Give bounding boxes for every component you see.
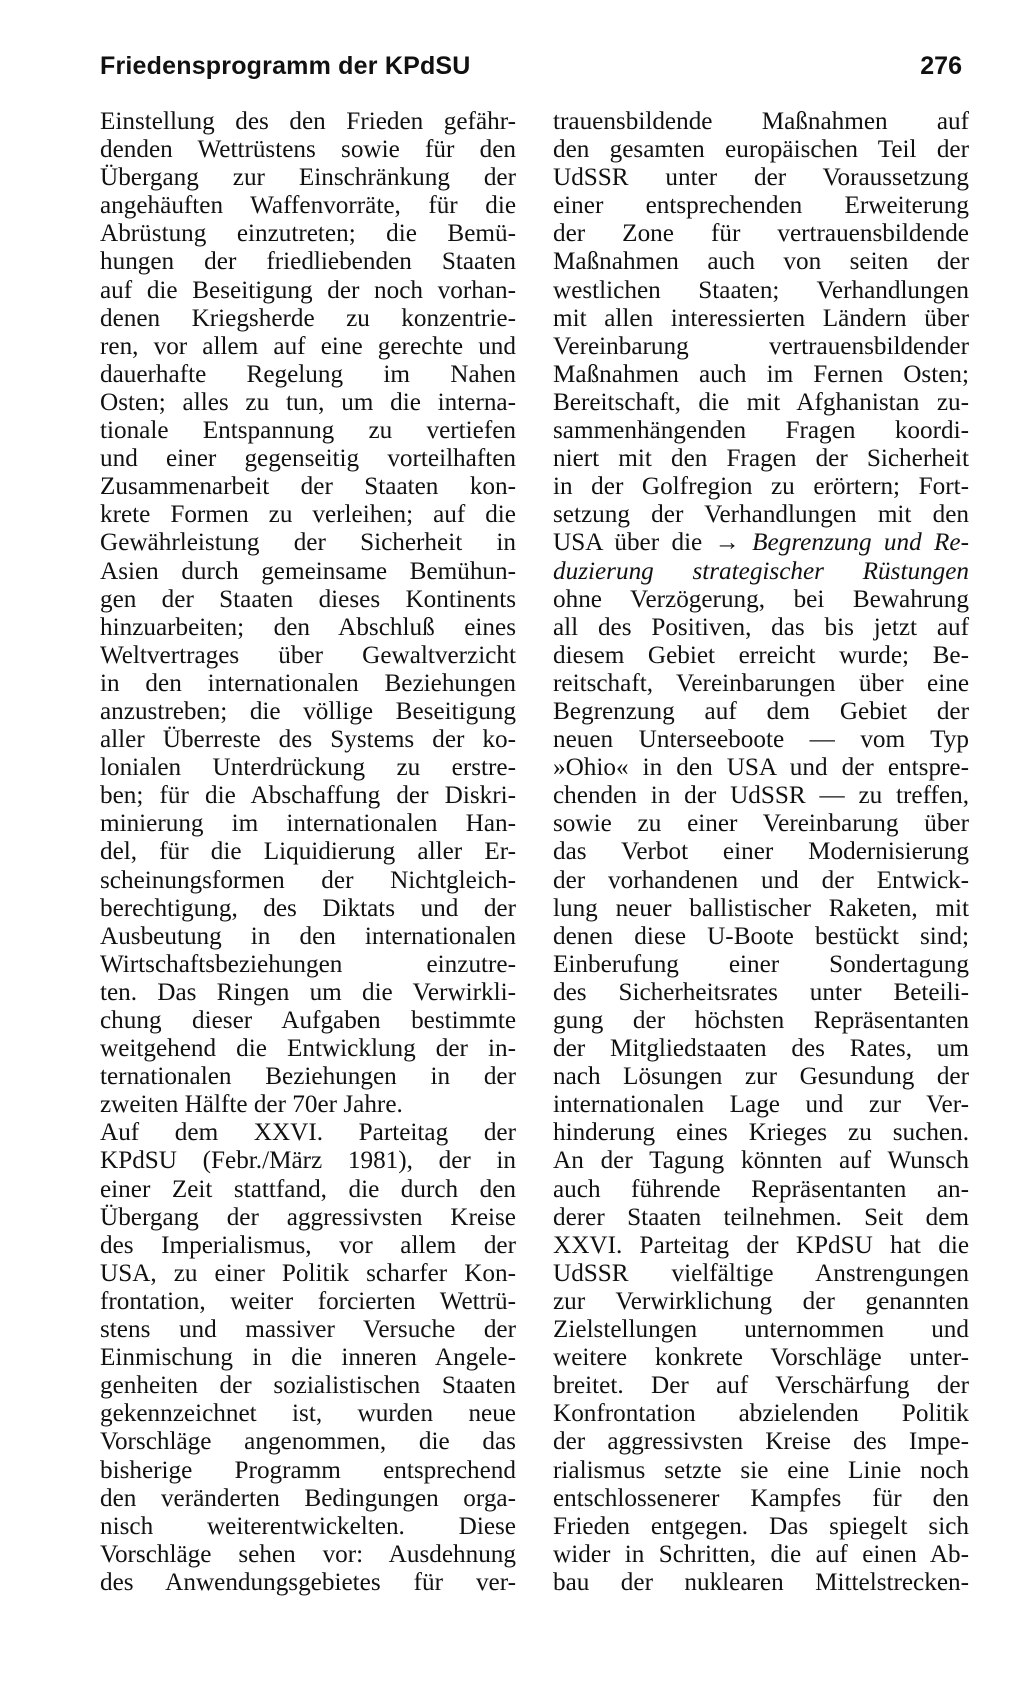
text-line: des Sicherheitsrates unter Beteili-: [553, 978, 969, 1006]
text-line: entschlossenerer Kampfes für den: [553, 1484, 969, 1512]
text-line: auch führende Repräsentanten an-: [553, 1175, 969, 1203]
text-line: bau der nuklearen Mittelstrecken-: [553, 1568, 969, 1596]
text-line: breitet. Der auf Verschärfung der: [553, 1372, 969, 1400]
text-line: ben; für die Abschaffung der Diskri-: [100, 782, 516, 810]
text-line: [553, 558, 969, 586]
text-line: berechtigung, des Diktats und der: [100, 894, 516, 922]
text-line: lonialen Unterdrückung zu erstre-: [100, 754, 516, 782]
text-line: Wirtschaftsbeziehungen einzutre-: [100, 950, 516, 978]
text-line: der aggressivsten Kreise des Impe-: [553, 1428, 969, 1456]
text-line: all des Positiven, das bis jetzt auf: [553, 613, 969, 641]
text-line: setzung der Verhandlungen mit den: [553, 501, 969, 529]
text-line: chenden in der UdSSR — zu treffen,: [553, 782, 969, 810]
text-line: Abrüstung einzutreten; die Bemü-: [100, 220, 516, 248]
text-line: den gesamten europäischen Teil der: [553, 136, 969, 164]
text-line: Asien durch gemeinsame Bemühun-: [100, 557, 516, 585]
text-line: tionale Entspannung zu vertiefen: [100, 417, 516, 445]
text-line: Übergang der aggressivsten Kreise: [100, 1203, 516, 1231]
text-line: auf die Beseitigung der noch vorhan-: [100, 276, 516, 304]
text-line: gekennzeichnet ist, wurden neue: [100, 1400, 516, 1428]
text-line: denen diese U-Boote bestückt sind;: [553, 922, 969, 950]
text-line: sowie zu einer Vereinbarung über: [553, 810, 969, 838]
text-line: den veränderten Bedingungen orga-: [100, 1484, 516, 1512]
text-line: der Zone für vertrauensbildende: [553, 220, 969, 248]
text-line: denen Kriegsherde zu konzentrie-: [100, 304, 516, 332]
text-line: sammenhängenden Fragen koordi-: [553, 417, 969, 445]
text-line: der vorhandenen und der Entwick-: [553, 866, 969, 894]
text-line: stens und massiver Versuche der: [100, 1316, 516, 1344]
text-line: KPdSU (Febr./März 1981), der in: [100, 1147, 516, 1175]
right-text-column: [553, 108, 969, 1597]
text-line: UdSSR unter der Voraussetzung: [553, 164, 969, 192]
text-line: hungen der friedliebenden Staaten: [100, 248, 516, 276]
text-run: USA über die: [553, 529, 715, 557]
text-line: Vorschläge sehen vor: Ausdehnung: [100, 1540, 516, 1568]
text-line: Vorschläge angenommen, die das: [100, 1428, 516, 1456]
text-line: Maßnahmen auch im Fernen Osten;: [553, 360, 969, 388]
text-line: Frieden entgegen. Das spiegelt sich: [553, 1512, 969, 1540]
text-line: zur Verwirklichung der genannten: [553, 1287, 969, 1315]
text-line: der Mitgliedstaaten des Rates, um: [553, 1035, 969, 1063]
text-line: reitschaft, Vereinbarungen über eine: [553, 669, 969, 697]
page-header: [100, 52, 962, 88]
text-line: das Verbot einer Modernisierung: [553, 838, 969, 866]
text-line: internationalen Lage und zur Ver-: [553, 1091, 969, 1119]
text-line: dauerhafte Regelung im Nahen: [100, 360, 516, 388]
text-line: derer Staaten teilnehmen. Seit dem: [553, 1203, 969, 1231]
cross-reference: → Begrenzung und Re-: [714, 529, 969, 557]
text-line: trauensbildende Maßnahmen auf: [553, 108, 969, 135]
text-line: Auf dem XXVI. Parteitag der: [100, 1119, 516, 1147]
text-line: aller Überreste des Systems der ko-: [100, 726, 516, 754]
text-line: hinderung eines Krieges zu suchen.: [553, 1119, 969, 1147]
text-line: Zielstellungen unternommen und: [553, 1316, 969, 1344]
text-line: ternationalen Beziehungen in der: [100, 1063, 516, 1091]
text-line: nach Lösungen zur Gesundung der: [553, 1063, 969, 1091]
text-line: Weltvertrages über Gewaltverzicht: [100, 641, 516, 669]
text-line: anzustreben; die völlige Beseitigung: [100, 697, 516, 725]
text-line: zweiten Hälfte der 70er Jahre.: [100, 1091, 403, 1119]
text-line: rialismus setzte sie eine Linie noch: [553, 1456, 969, 1484]
text-line: Einberufung einer Sondertagung: [553, 950, 969, 978]
text-line: chung dieser Aufgaben bestimmte: [100, 1007, 516, 1034]
text-line: gung der höchsten Repräsentanten: [553, 1007, 969, 1034]
text-line: in der Golfregion zu erörtern; Fort-: [553, 473, 969, 501]
text-line: angehäuften Waffenvorräte, für die: [100, 192, 516, 220]
text-line: weitgehend die Entwicklung der in-: [100, 1035, 516, 1063]
text-line: und einer gegenseitig vorteilhaften: [100, 445, 516, 473]
text-line: del, für die Liquidierung aller Er-: [100, 838, 516, 866]
text-line: Bereitschaft, die mit Afghanistan zu-: [553, 388, 969, 416]
text-line: XXVI. Parteitag der KPdSU hat die: [553, 1231, 969, 1259]
text-line: UdSSR vielfältige Anstrengungen: [553, 1259, 969, 1287]
text-line: nisch weiterentwickelten. Diese: [100, 1512, 516, 1540]
text-line: denden Wettrüstens sowie für den: [100, 136, 516, 164]
text-line: USA, zu einer Politik scharfer Kon-: [100, 1259, 516, 1287]
text-line: gen der Staaten dieses Kontinents: [100, 585, 516, 613]
text-line: Übergang zur Einschränkung der: [100, 164, 516, 192]
text-line: »Ohio« in den USA und der entspre-: [553, 754, 969, 782]
text-line: weitere konkrete Vorschläge unter-: [553, 1344, 969, 1372]
text-line: niert mit den Fragen der Sicherheit: [553, 445, 969, 473]
text-line: Einmischung in die inneren Angele-: [100, 1344, 516, 1372]
left-text-column: [100, 108, 516, 1597]
text-line: Osten; alles zu tun, um die interna-: [100, 388, 516, 416]
text-line: Einstellung des den Frieden gefähr-: [100, 108, 516, 135]
text-line: frontation, weiter forcierten Wettrü-: [100, 1287, 516, 1315]
text-line: wider in Schritten, die auf einen Ab-: [553, 1540, 969, 1568]
text-line: des Imperialismus, vor allem der: [100, 1231, 516, 1259]
text-line: genheiten der sozialistischen Staaten: [100, 1372, 516, 1400]
text-line: Maßnahmen auch von seiten der: [553, 248, 969, 276]
text-line: bisherige Programm entsprechend: [100, 1456, 516, 1484]
text-line: Zusammenarbeit der Staaten kon-: [100, 473, 516, 501]
text-line: Ausbeutung in den internationalen: [100, 922, 516, 950]
page-number: 276: [920, 52, 962, 80]
text-line: einer entsprechenden Erweiterung: [553, 192, 969, 220]
text-line: An der Tagung könnten auf Wunsch: [553, 1147, 969, 1175]
text-line: minierung im internationalen Han-: [100, 810, 516, 838]
text-line: scheinungsformen der Nichtgleich-: [100, 866, 516, 894]
text-line: mit allen interessierten Ländern über: [553, 304, 969, 332]
text-line: Konfrontation abzielenden Politik: [553, 1400, 969, 1428]
text-line: ren, vor allem auf eine gerechte und: [100, 332, 516, 360]
text-line: einer Zeit stattfand, die durch den: [100, 1175, 516, 1203]
text-line: Vereinbarung vertrauensbildender: [553, 332, 969, 360]
text-line: Begrenzung auf dem Gebiet der: [553, 697, 969, 725]
text-line: ten. Das Ringen um die Verwirkli-: [100, 978, 516, 1006]
text-line: lung neuer ballistischer Raketen, mit: [553, 894, 969, 922]
cross-reference: duzierung strategischer Rüstungen: [553, 557, 969, 585]
text-line: neuen Unterseeboote — vom Typ: [553, 726, 969, 754]
text-line: hinzuarbeiten; den Abschluß eines: [100, 613, 516, 641]
text-line: ohne Verzögerung, bei Bewahrung: [553, 585, 969, 613]
text-line: westlichen Staaten; Verhandlungen: [553, 276, 969, 304]
text-line: krete Formen zu verleihen; auf die: [100, 501, 516, 529]
text-line: des Anwendungsgebietes für ver-: [100, 1568, 516, 1596]
text-line: in den internationalen Beziehungen: [100, 669, 516, 697]
text-line: Gewährleistung der Sicherheit in: [100, 529, 516, 557]
text-line: [553, 529, 969, 557]
text-line: diesem Gebiet erreicht wurde; Be-: [553, 641, 969, 669]
running-title: Friedensprogramm der KPdSU: [100, 52, 471, 80]
